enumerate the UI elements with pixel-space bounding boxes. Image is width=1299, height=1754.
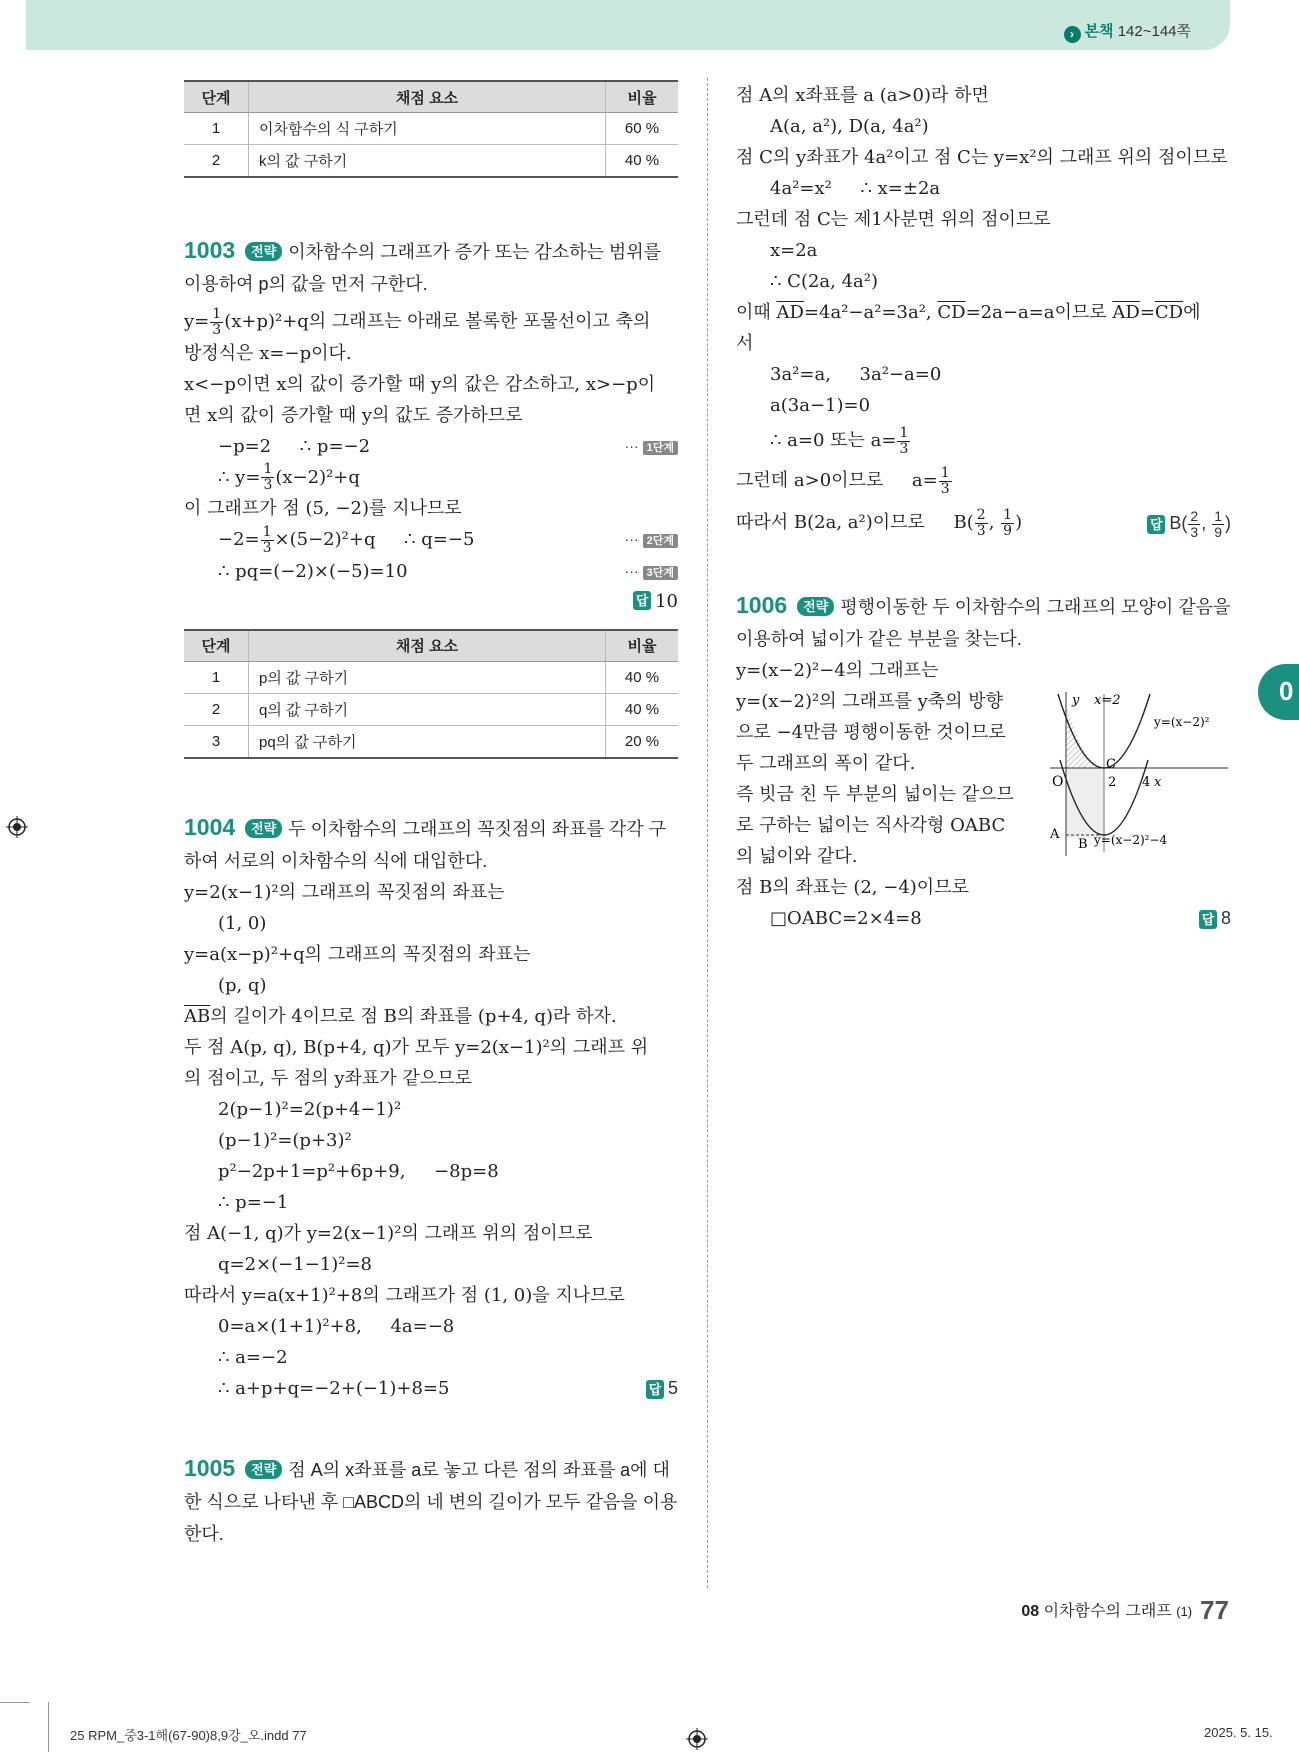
page-footer: 08 이차함수의 그래프 (1) 77 [1021,1595,1229,1625]
table-row: 3 pq의 값 구하기 20 % [184,725,678,758]
print-date: 2025. 5. 15. [1204,1725,1273,1740]
answer-1003: 답 10 [184,587,678,617]
svg-text:2: 2 [1108,775,1117,790]
svg-text:O: O [1052,774,1064,790]
right-column: 점 A의 x좌표를 a (a>0)라 하면 A(a, a²), D(a, 4a²) 점 C의 y좌표가 4a²이고 점 C는 y=x²의 그래프 위의 점이므로 4a²=x² ∴ x=±2a 그런데 점 C는 제1사분면 위의 점이므로 x=2a ∴ C(2a, 4a²) 이때 $\overline{AD}=4a^2-a^2=3a^2$, $\overline{CD}=2a-a=a$이므로 $\overline{AD}=\overline{CD}$에 서 3a²=a, 3a²−a=0 a(3a−1)=0 ∴ a=0 또는 a= $\frac{1}{3}$ 그런데 a>0이므로 a= $\frac{1}{3}$ 따라서 B(2a, a²)이므로 B( $\frac{2}{3}$ , $\frac{1}{9}$ ) 답 B( $\frac{2}{3}$ , $\frac{1}{9}$ ) 1006 전략 평행이동한 두 이차함수의 그래프의 모양이 같음을 이용하여 넓이가 같은 부분을 찾는다. y=(x−2)²−4의 그래프는 y=(x−2)²의 그래프를 y축의 방향 으로 −4만큼 평행이동한 것이므로 두 그래프의 폭이 같다. 즉 빗금 친 두 부분의 넓이는 같으므 로 구하는 넓이는 직사각형 OABC 의 넓이와 같다. 점 B의 좌표는 (2, −4)이므로 □OABC=2×4=8 답 8 [736,85,1231,929]
book-reference: › 본책 142~144쪽 [1064,20,1191,43]
scoring-table-1: 단계 채점 요소 비율 1 이차함수의 식 구하기 60 % 2 k의 값 구하기 40 % [184,80,678,178]
svg-text:A: A [1050,827,1060,842]
column-divider [707,78,708,1588]
arrow-icon: › [1064,26,1081,43]
svg-text:4: 4 [1142,775,1151,790]
chapter-side-tab: 0 [1258,664,1299,720]
svg-text:y=(x−2)²−4: y=(x−2)²−4 [1094,833,1168,847]
svg-text:y: y [1072,693,1080,708]
table-row: 1 p의 값 구하기 40 % [184,661,678,693]
svg-text:C: C [1106,757,1116,772]
svg-text:y=(x−2)²: y=(x−2)² [1154,715,1210,729]
parabola-graph [1050,688,1230,858]
table-row: 2 q의 값 구하기 40 % [184,693,678,725]
file-slug: 25 RPM_중3-1해(67-90)8,9강_오.indd 77 [70,1728,307,1743]
registration-mark-icon [6,816,28,838]
svg-text:B: B [1078,837,1088,852]
crop-mark [0,1702,30,1703]
crop-mark [48,1702,49,1752]
svg-text:x=2: x=2 [1094,693,1121,708]
header-band [26,0,1230,50]
table-row: 2 k의 값 구하기 40 % [184,145,678,178]
problem-1004-head: 1004 전략 두 이차함수의 그래프의 꼭짓점의 좌표를 각각 구하여 서로의 이차함수의 식에 대입한다. [184,813,667,871]
hatched-region-upper [1066,702,1104,768]
problem-1006-head: 1006 전략 평행이동한 두 이차함수의 그래프의 모양이 같음을 이용하여 넓이가 같은 부분을 찾는다. [736,592,1231,649]
svg-text:x: x [1154,775,1162,790]
problem-1003-head: 1003 전략 이차함수의 그래프가 증가 또는 감소하는 범위를 이용하여 p의 값을 먼저 구한다. [184,237,662,294]
table-row: 1 이차함수의 식 구하기 60 % [184,113,678,145]
left-column: 단계 채점 요소 비율 1 이차함수의 식 구하기 60 % 2 k의 값 구하기 40 % 1003 전략 이차함수의 그래프가 증가 또는 감소하는 범위를 이용하여 p의 값을 먼저 구한다. y= $\frac{1}{3}$ (x+p)²+q의 그래프는 아래로 볼록한 포물선이고 축의 방정식은 x=−p이다. x<−p이면 x의 값이 증가할 때 y의 값은 감소하고, x>−p이 면 x의 값이 증가할 때 y의 값도 증가하므로 −p=2 ∴ p=−2 ··· 1단계 ∴ y= $\frac{1}{3}$ (x−2)²+q 이 그래프가 점 (5, −2)를 지나므로 −2= $\frac{1}{3}$ ×(5−2)²+q ∴ q=−5 ··· 2단계 ∴ pq=(−2)×(−5)=10 ··· 3단계 답 10 단계 채점 요소 비율 1 p의 값 구하기 40 % 2 q의 값 구하기 40 % 3 pq의 값 구하기 20 % 1004 전략 두 이차함수의 그래프의 꼭짓점의 좌표를 각각 구하여 서로의 이차함수의 식에 대입한다. y=2(x−1)²의 그래프의 꼭짓점의 좌표는 (1, 0) y=a(x−p)²+q의 그래프의 꼭짓점의 좌표는 (p, q) $\overline{AB}$의 길이가 4이므로 점 B의 좌표를 (p+4, q)라 하자. 두 점 A(p, q), B(p+4, q)가 모두 y=2(x−1)²의 그래프 위 의 점이고, 두 점의 y좌표가 같으므로 2(p−1)²=2(p+4−1)² (p−1)²=(p+3)² p²−2p+1=p²+6p+9, −8p=8 ∴ p=−1 점 A(−1, q)가 y=2(x−1)²의 그래프 위의 점이므로 q=2×(−1−1)²=8 따라서 y=a(x+1)²+8의 그래프가 점 (1, 0)을 지나므로 0=a×(1+1)²+8, 4a=−8 ∴ a=−2 ∴ a+p+q=−2+(−1)+8=5 답 5 1005 전략 점 A의 x좌표를 a로 놓고 다른 점의 좌표를 a에 대한 식으로 나타낸 후 □ABCD의 네 변의 길이가 모두 같음을 이용한다. [184,80,678,1550]
hatched-region-lower [1066,768,1104,838]
scoring-table-2: 단계 채점 요소 비율 1 p의 값 구하기 40 % 2 q의 값 구하기 40 % 3 pq의 값 구하기 20 % [184,629,678,759]
registration-mark-icon [686,1728,708,1750]
problem-1005-head: 1005 전략 점 A의 x좌표를 a로 놓고 다른 점의 좌표를 a에 대한 식으로 나타낸 후 □ABCD의 네 변의 길이가 모두 같음을 이용한다. [184,1454,678,1544]
